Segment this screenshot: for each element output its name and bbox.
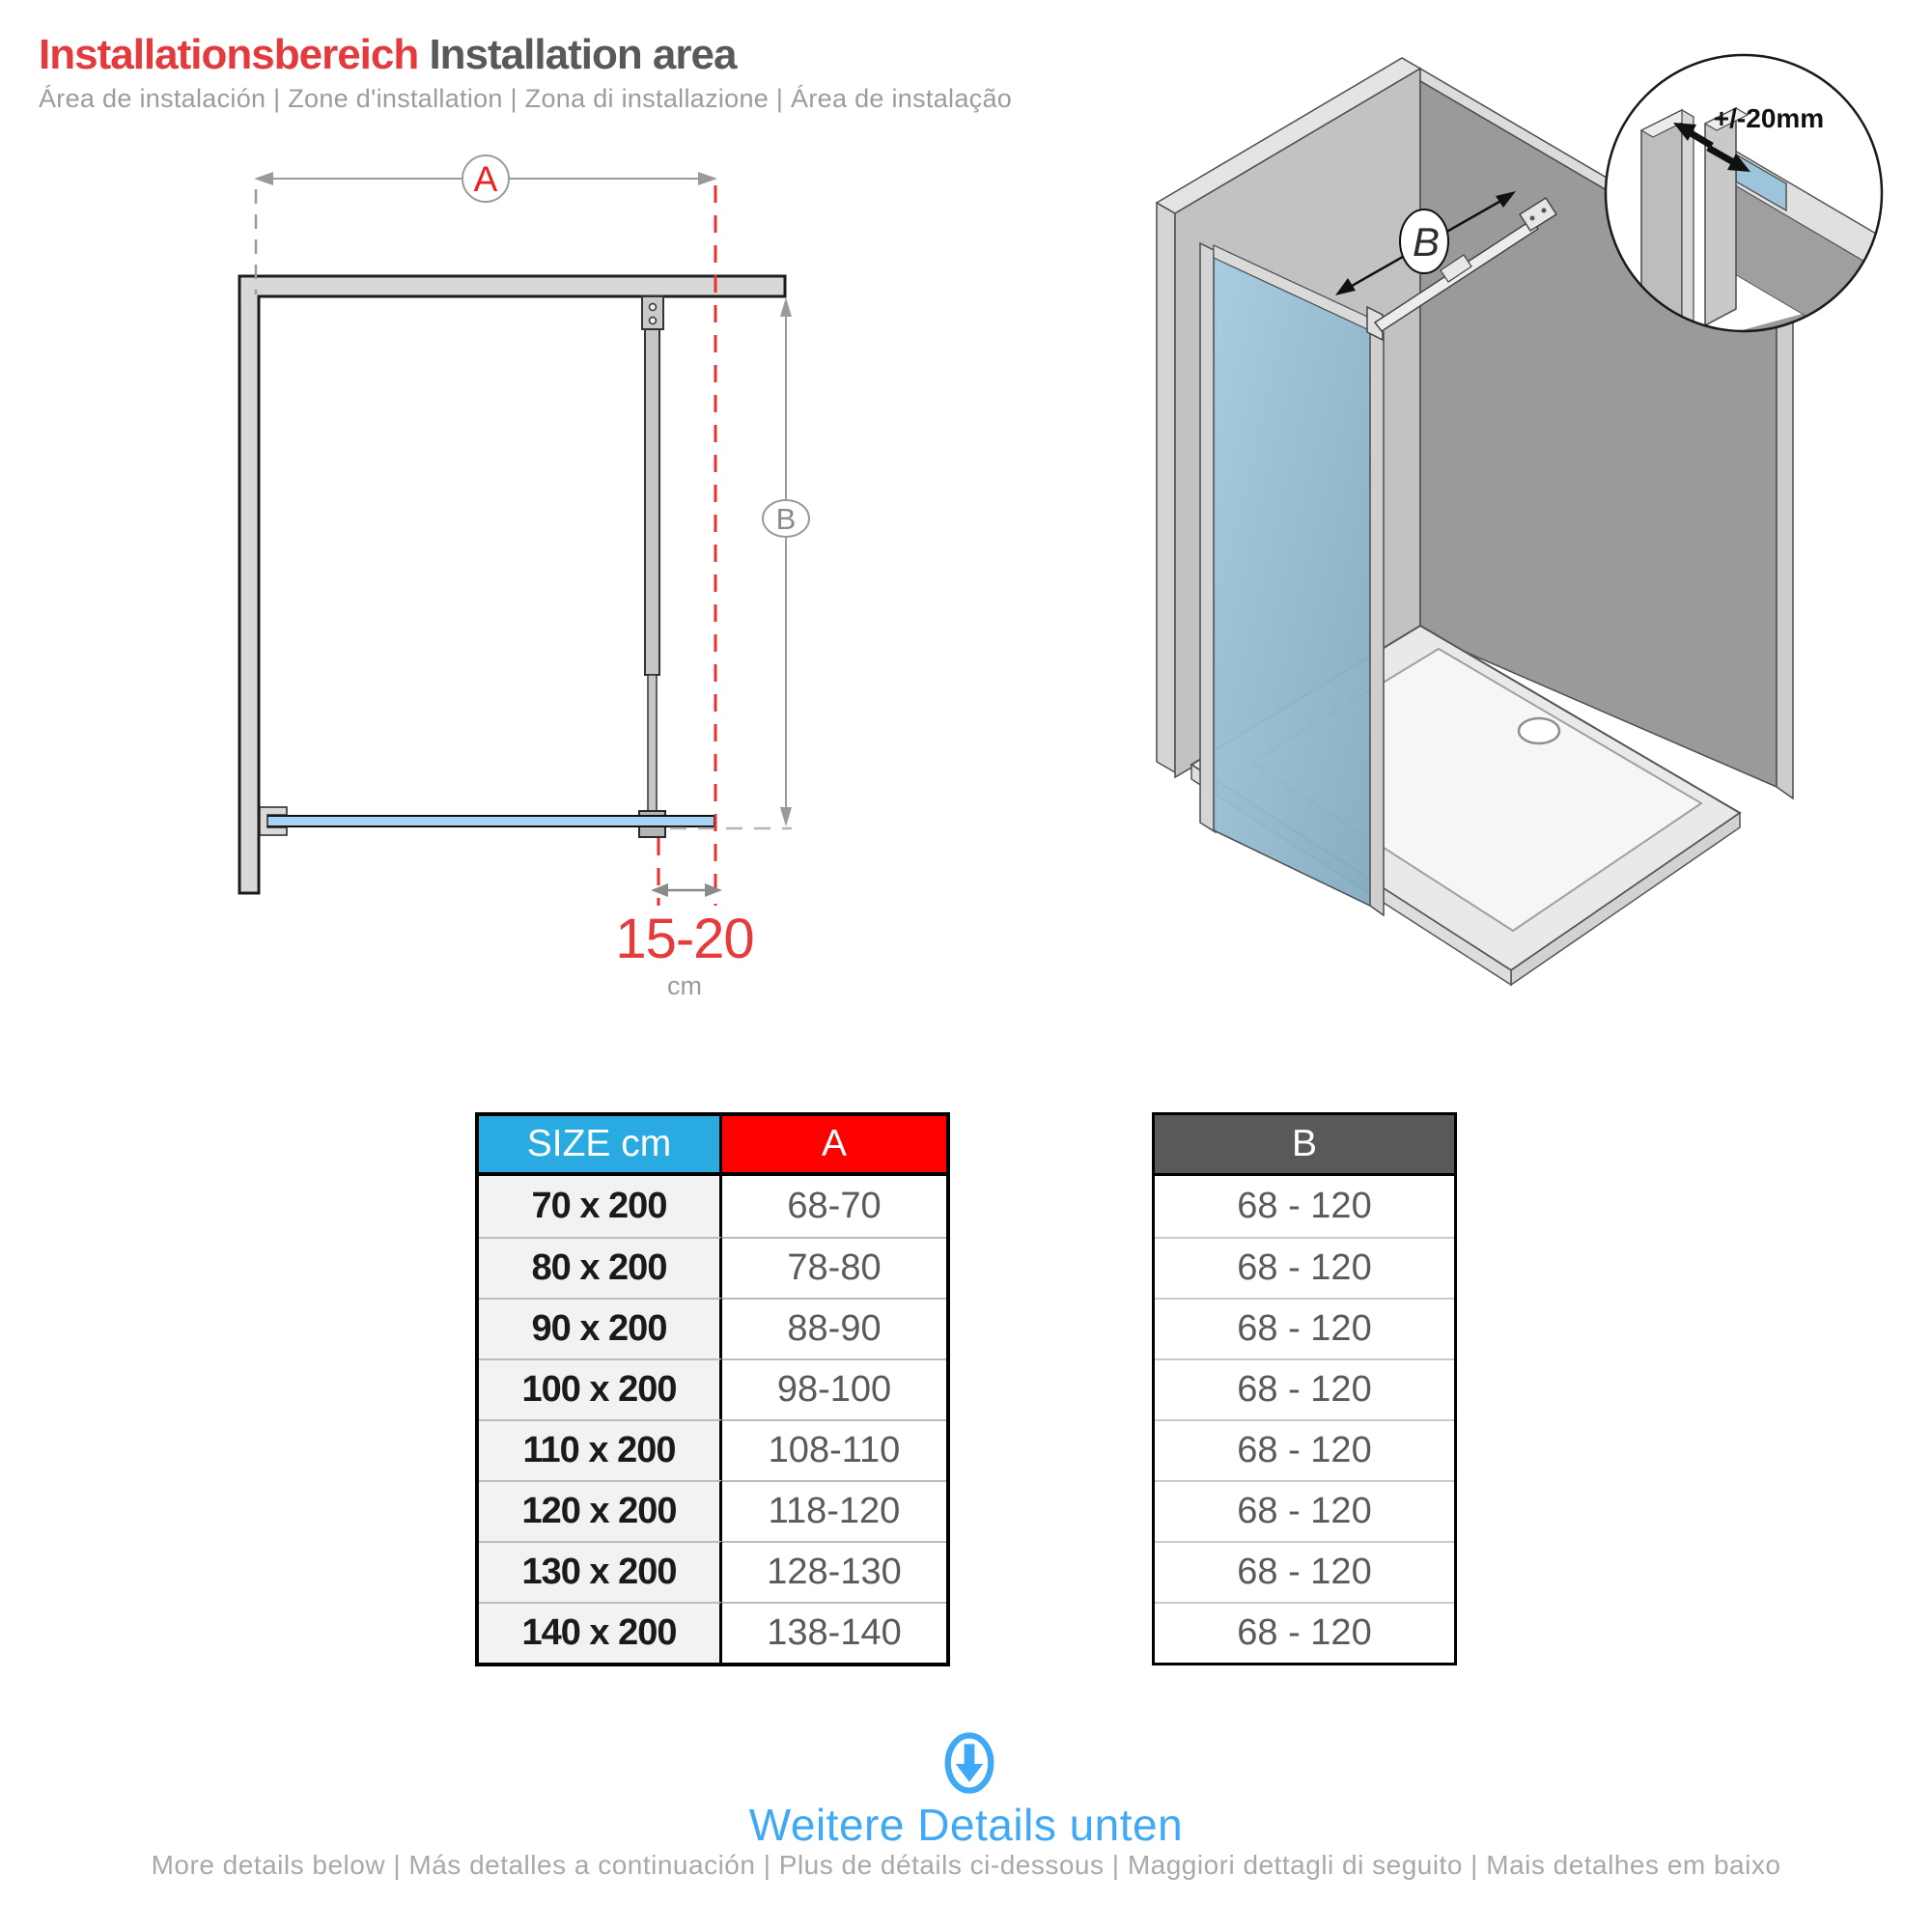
drain <box>1519 718 1559 743</box>
glass-panel-plan <box>261 816 714 826</box>
tolerance-label: +/-20mm <box>1713 103 1825 133</box>
b-cell: 68 - 120 <box>1155 1541 1454 1602</box>
b-table-header <box>1155 1115 1454 1176</box>
a-cell: 88-90 <box>722 1298 946 1358</box>
a-cell: 68-70 <box>722 1176 946 1237</box>
offset-unit: cm <box>667 971 702 1000</box>
offset-dimension <box>615 883 753 1000</box>
size-cell: 140 x 200 <box>479 1602 722 1663</box>
title-english: Installation area <box>418 31 737 78</box>
dimension-b-label: B <box>775 502 797 536</box>
b-cell: 68 - 120 <box>1155 1237 1454 1298</box>
right-wall-edge <box>1777 290 1793 798</box>
left-wall-edge <box>1157 203 1175 772</box>
arrowhead-right <box>705 883 722 897</box>
screw <box>1542 209 1547 213</box>
support-bar-outer <box>645 329 659 675</box>
title-german: Installationsbereich <box>39 31 419 78</box>
size-cell: 70 x 200 <box>479 1176 722 1237</box>
col-header-a: A <box>722 1116 946 1176</box>
screw <box>1530 216 1535 221</box>
down-arrow-icon <box>942 1731 996 1795</box>
b-table <box>1152 1112 1457 1665</box>
more-details-translations: More details below | Más detalles a continuación | Plus de détails ci-dessous | Maggiori dettagli di seguito | Mais detalhes em baixo <box>151 1850 1781 1880</box>
col-header-b: B <box>1155 1115 1454 1176</box>
screw <box>650 318 657 324</box>
arrowhead-left <box>651 883 668 897</box>
a-cell: 138-140 <box>722 1602 946 1663</box>
arrowhead-right <box>698 172 717 185</box>
b-cell: 68 - 120 <box>1155 1298 1454 1358</box>
b-cell: 68 - 120 <box>1155 1176 1454 1237</box>
table-row <box>1155 1602 1454 1663</box>
table-row <box>479 1419 946 1480</box>
size-cell: 90 x 200 <box>479 1298 722 1358</box>
table-row <box>479 1298 946 1358</box>
a-cell: 78-80 <box>722 1237 946 1298</box>
size-cell: 130 x 200 <box>479 1541 722 1602</box>
iso-view-3d <box>1157 55 1892 985</box>
table-row <box>479 1176 946 1237</box>
b-cell: 68 - 120 <box>1155 1480 1454 1541</box>
support-bar-inner <box>648 675 657 811</box>
size-table-header <box>479 1116 946 1176</box>
table-row <box>1155 1358 1454 1419</box>
wall-profile-plan <box>239 276 785 893</box>
table-row <box>479 1541 946 1602</box>
b-cell: 68 - 120 <box>1155 1419 1454 1480</box>
arrowhead-down <box>780 807 792 826</box>
table-row <box>1155 1541 1454 1602</box>
a-cell: 118-120 <box>722 1480 946 1541</box>
table-row <box>1155 1480 1454 1541</box>
table-row <box>479 1237 946 1298</box>
arrowhead-up <box>780 297 792 317</box>
more-details-headline: Weitere Details unten <box>748 1800 1184 1850</box>
a-cell: 98-100 <box>722 1358 946 1419</box>
table-row <box>1155 1176 1454 1237</box>
size-cell: 80 x 200 <box>479 1237 722 1298</box>
glass-face <box>1214 253 1374 908</box>
table-row <box>479 1480 946 1541</box>
dimension-a <box>254 155 717 202</box>
title-translations: Área de instalación | Zone d'installation | Zona di installazione | Área de instalação <box>39 84 1013 114</box>
size-cell: 110 x 200 <box>479 1419 722 1480</box>
size-cell: 100 x 200 <box>479 1358 722 1419</box>
glass-panel-3d <box>1200 243 1384 915</box>
size-table <box>475 1112 950 1666</box>
glass-right-profile <box>1370 324 1384 915</box>
dimension-b <box>763 297 809 826</box>
plan-view-2d <box>239 155 809 1000</box>
table-row <box>1155 1237 1454 1298</box>
a-cell: 128-130 <box>722 1541 946 1602</box>
detail-profile-1-side <box>1682 110 1694 327</box>
b-cell: 68 - 120 <box>1155 1358 1454 1419</box>
arrowhead-left <box>254 172 273 185</box>
offset-value: 15-20 <box>615 908 754 970</box>
table-row <box>1155 1419 1454 1480</box>
table-row <box>1155 1298 1454 1358</box>
iso-b-label: B <box>1412 219 1441 265</box>
screw <box>650 304 657 311</box>
dimension-a-label: A <box>473 159 498 199</box>
table-row <box>479 1602 946 1663</box>
table-row <box>479 1358 946 1419</box>
a-cell: 108-110 <box>722 1419 946 1480</box>
size-cell: 120 x 200 <box>479 1480 722 1541</box>
col-header-size: SIZE cm <box>479 1116 722 1176</box>
b-cell: 68 - 120 <box>1155 1602 1454 1663</box>
